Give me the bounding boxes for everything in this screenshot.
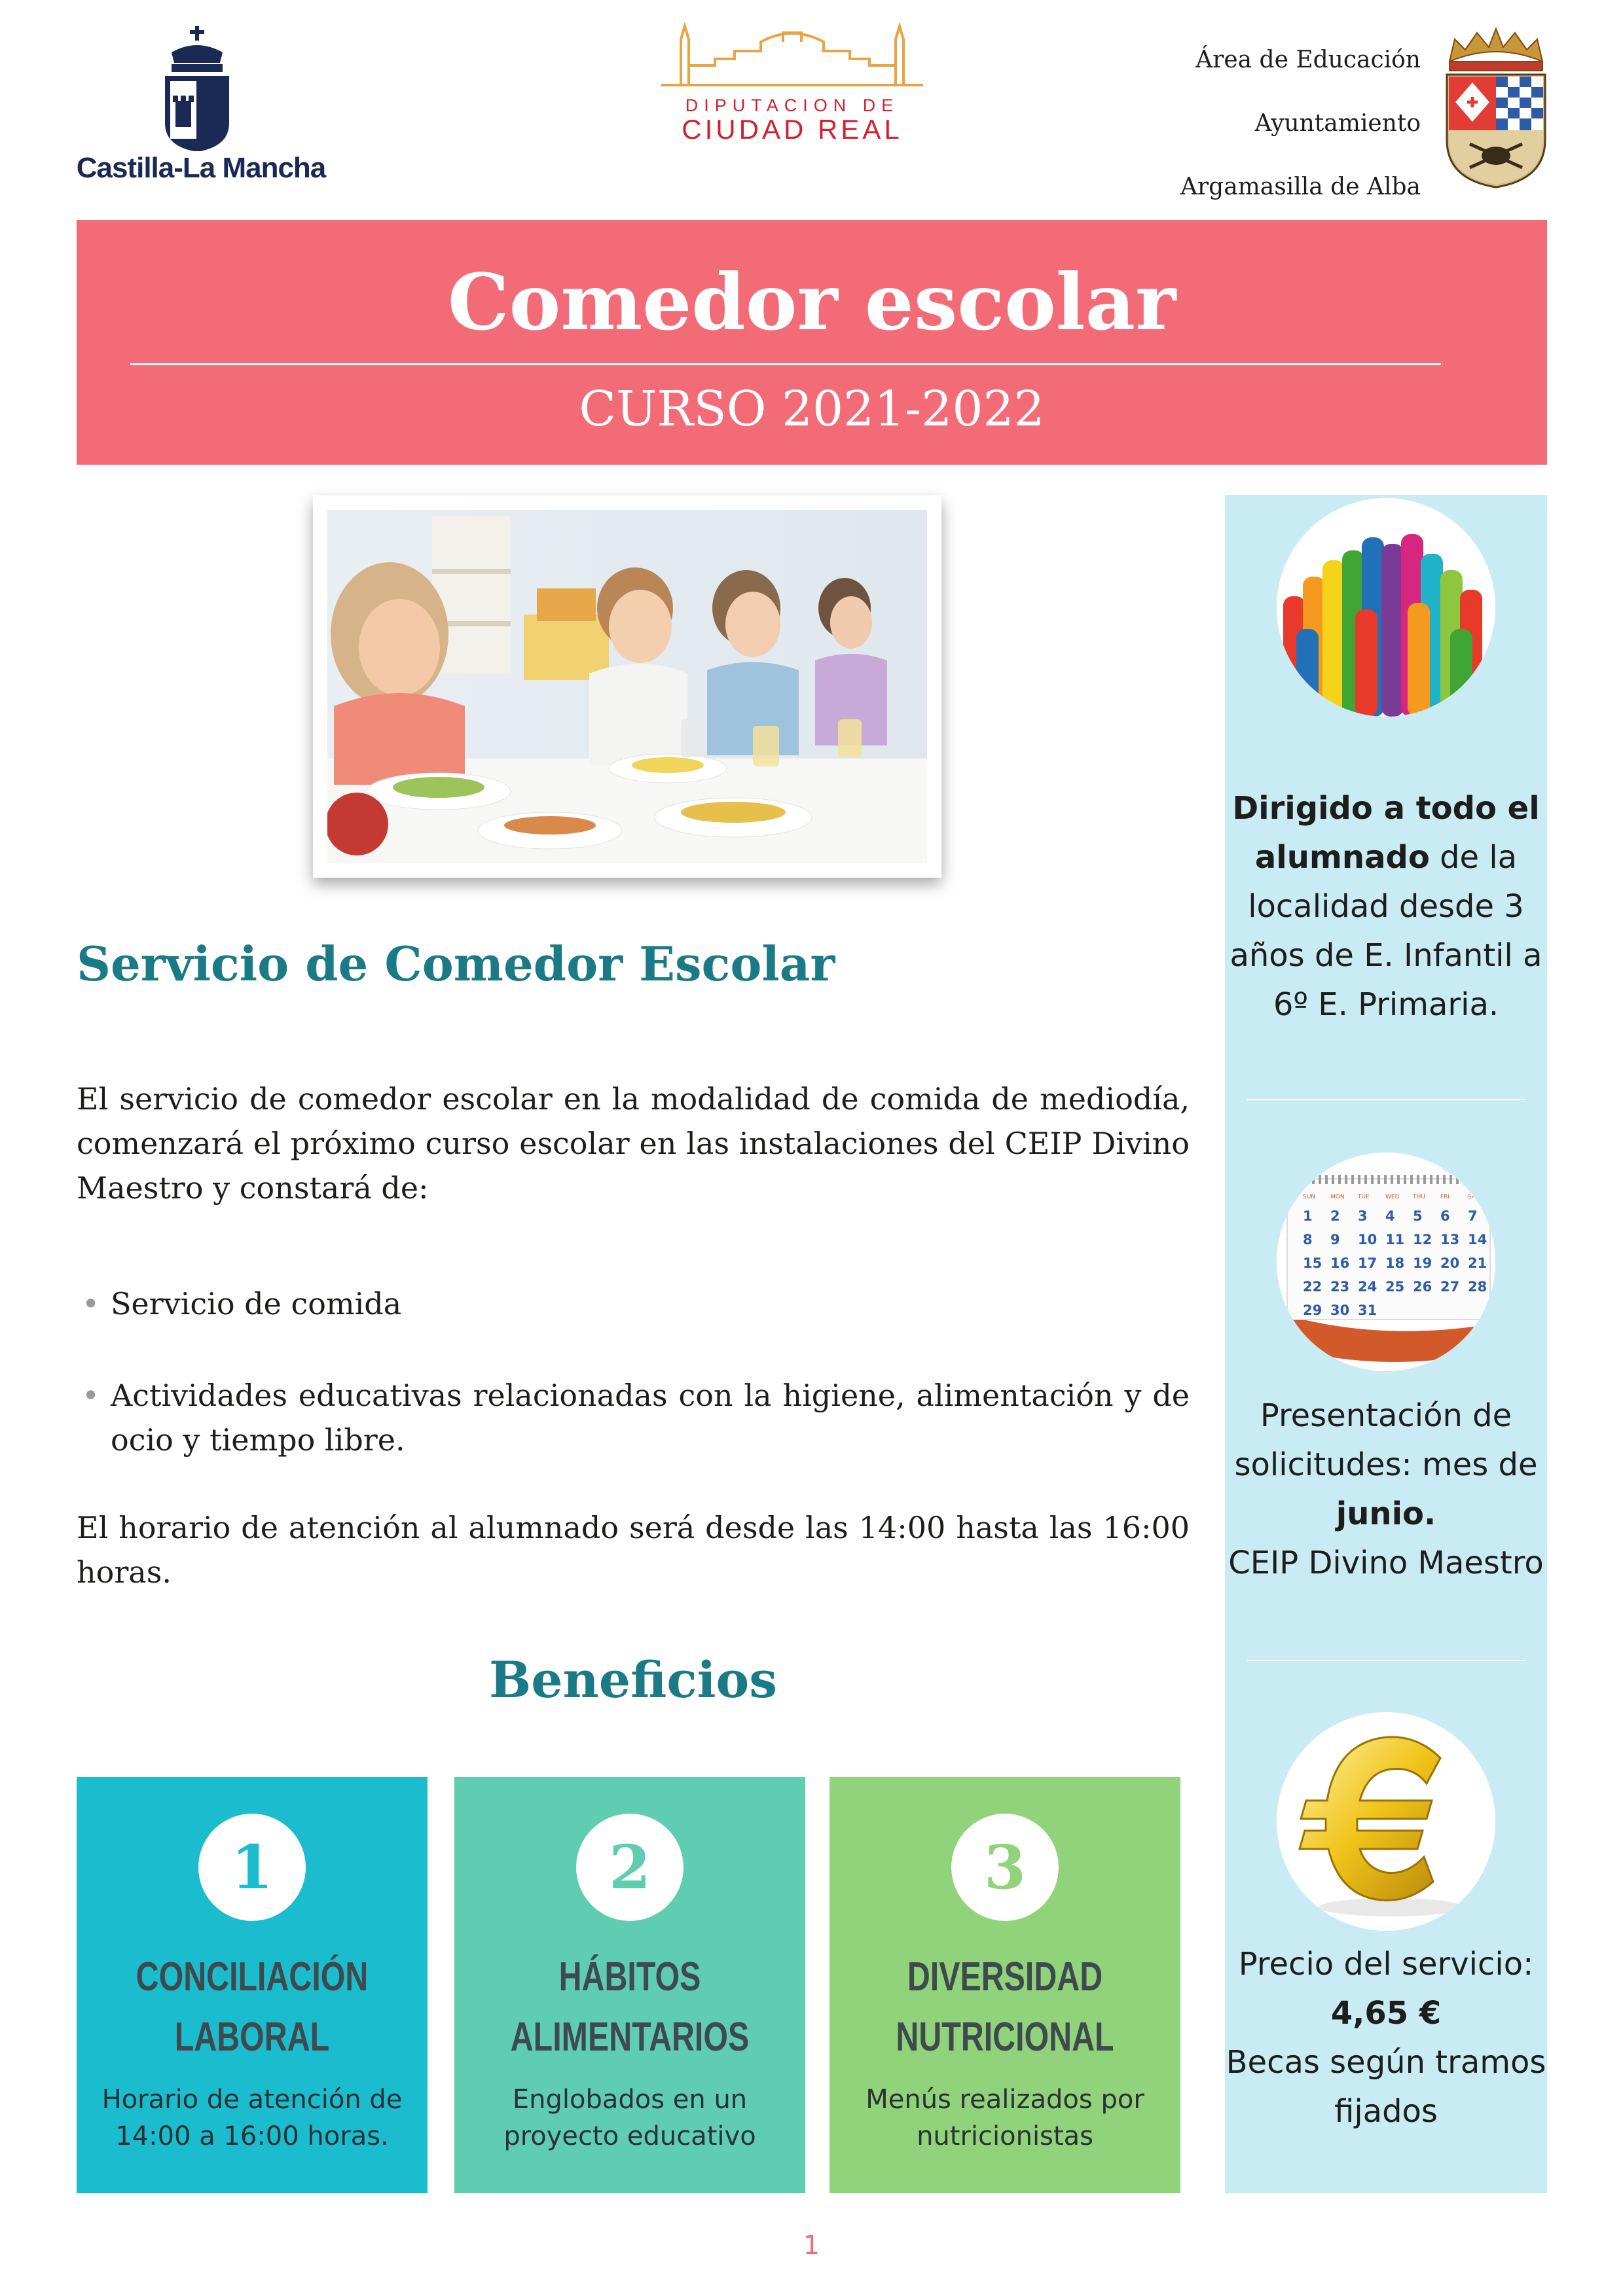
org-line-area: Área de Educación — [1195, 46, 1421, 73]
calendar-ring — [1299, 1175, 1302, 1184]
title-banner — [77, 220, 1547, 465]
benefit-card-diversidad — [830, 1777, 1180, 2193]
calendar-ring — [1325, 1175, 1328, 1184]
org-line-ayuntamiento: Ayuntamiento — [1254, 110, 1421, 137]
logo-line1: DIPUTACION DE — [685, 96, 900, 115]
calendar-ring — [1410, 1175, 1413, 1184]
logo-line2: CIUDAD REAL — [682, 114, 903, 145]
calendar-day: 30 — [1330, 1302, 1350, 1318]
organization-lines — [1021, 47, 1421, 238]
calendar-day: 12 — [1413, 1232, 1432, 1247]
calendar-ring — [1476, 1175, 1478, 1184]
calendar-ring — [1450, 1175, 1452, 1184]
benefit-title-line2: ALIMENTARIOS — [510, 2015, 750, 2060]
application-text — [1225, 1391, 1547, 1588]
list-item — [77, 1373, 1190, 1462]
application-month: junio. — [1336, 1496, 1436, 1532]
audience-rest: de la localidad desde 3 años de E. Infantil a 6º E. Primaria. — [1230, 839, 1542, 1023]
calendar-ring — [1332, 1175, 1334, 1184]
calendar-ring — [1319, 1175, 1321, 1184]
benefit-title-line2: NUTRICIONAL — [896, 2015, 1114, 2060]
children-at-table-image — [327, 510, 927, 863]
calendar-weekday: SUN — [1303, 1194, 1316, 1200]
calendar-ring — [1345, 1175, 1347, 1184]
calendar-day: 24 — [1358, 1279, 1377, 1295]
castilla-la-mancha-logo — [73, 24, 329, 187]
children-eating-photo — [313, 495, 941, 878]
section-title: Servicio de Comedor Escolar — [77, 936, 835, 992]
org-line-town: Argamasilla de Alba — [1180, 173, 1421, 200]
calendar-weekday: TUE — [1358, 1194, 1370, 1200]
sidebar-divider — [1247, 1660, 1525, 1661]
page-title: Comedor escolar — [447, 257, 1176, 348]
calendar-day: 27 — [1440, 1279, 1460, 1295]
calendar-day: 6 — [1440, 1208, 1450, 1224]
benefit-number: 1 — [198, 1814, 306, 1921]
calendar-ring — [1384, 1175, 1387, 1184]
calendar-ring — [1417, 1175, 1419, 1184]
calendar-ring — [1482, 1175, 1485, 1184]
benefit-title-line1: CONCILIACIÓN — [136, 1954, 369, 2000]
calendar-day: 14 — [1468, 1232, 1487, 1247]
calendar-ring — [1377, 1175, 1380, 1184]
benefit-title-line1: DIVERSIDAD — [907, 1954, 1103, 2000]
services-list — [77, 1282, 1190, 1509]
calendar-ring — [1371, 1175, 1374, 1184]
calendar-day: 20 — [1440, 1255, 1460, 1271]
page-subtitle: CURSO 2021-2022 — [579, 381, 1045, 437]
benefit-title — [115, 1947, 389, 2068]
benefits-title: Beneficios — [488, 1651, 778, 1709]
calendar-image — [1277, 1153, 1495, 1371]
calendar-day: 31 — [1358, 1302, 1377, 1318]
calendar-day: 13 — [1440, 1232, 1460, 1247]
application-pre: Presentación de solicitudes: mes de — [1234, 1397, 1538, 1483]
list-item — [77, 1282, 1190, 1326]
calendar-ring — [1436, 1175, 1439, 1184]
euro-symbol-icon — [1277, 1712, 1495, 1931]
raised-hands-icon — [1277, 498, 1495, 717]
benefit-description: Horario de atención de 14:00 a 16:00 horas. — [101, 2085, 403, 2151]
calendar-day: 5 — [1413, 1208, 1423, 1224]
euro-image — [1277, 1712, 1495, 1931]
list-item-text: Actividades educativas relacionadas con la higiene, alimentación y de ocio y tiempo libre. — [111, 1378, 1190, 1458]
calendar-ring — [1338, 1175, 1341, 1184]
sidebar-divider — [1247, 1099, 1525, 1100]
application-location: CEIP Divino Maestro — [1228, 1545, 1544, 1581]
title-divider — [130, 363, 1441, 365]
calendar-ring — [1391, 1175, 1393, 1184]
calendar-ring — [1351, 1175, 1354, 1184]
price-amount: 4,65 € — [1330, 1995, 1442, 2032]
calendar-ring — [1292, 1175, 1295, 1184]
calendar-day: 21 — [1468, 1255, 1487, 1271]
price-text — [1225, 1940, 1547, 2136]
calendar-ring — [1364, 1175, 1367, 1184]
schedule-paragraph: El horario de atención al alumnado será desde las 14:00 hasta las 16:00 horas. — [77, 1510, 1190, 1590]
benefit-title-line1: HÁBITOS — [558, 1954, 701, 2000]
calendar-ring — [1469, 1175, 1472, 1184]
audience-text — [1225, 784, 1547, 1030]
calendar-ring — [1305, 1175, 1308, 1184]
castilla-la-mancha-emblem-icon — [73, 24, 329, 151]
calendar-day: 22 — [1303, 1279, 1322, 1295]
audience-bold: Dirigido a todo el alumnado — [1232, 790, 1540, 876]
price-grants: Becas según tramos fijados — [1226, 2044, 1546, 2130]
argamasilla-crest — [1440, 20, 1552, 190]
calendar-ring — [1456, 1175, 1459, 1184]
calendar-day: 2 — [1330, 1208, 1340, 1224]
list-item-text: Servicio de comida — [111, 1286, 402, 1321]
building-outline-icon — [655, 20, 930, 93]
calendar-weekday: SAT — [1468, 1194, 1479, 1200]
calendar-weekday: WED — [1385, 1194, 1400, 1200]
page-number: 1 — [803, 2231, 820, 2261]
calendar-day: 19 — [1413, 1255, 1432, 1271]
calendar-day: 9 — [1330, 1232, 1340, 1247]
benefit-card-conciliacion — [77, 1777, 428, 2193]
bullet-icon: • — [82, 1378, 100, 1413]
calendar-day: 26 — [1413, 1279, 1432, 1295]
calendar-day: 8 — [1303, 1232, 1313, 1247]
benefit-description: Englobados en un proyecto educativo — [503, 2085, 756, 2151]
calendar-ring — [1397, 1175, 1400, 1184]
info-sidebar — [1225, 495, 1547, 2193]
calendar-ring — [1404, 1175, 1406, 1184]
calendar-day: 1 — [1303, 1208, 1313, 1224]
calendar-weekday: THU — [1413, 1194, 1425, 1200]
calendar-ring — [1423, 1175, 1426, 1184]
benefit-card-habitos — [454, 1777, 805, 2193]
benefit-number: 3 — [951, 1814, 1059, 1921]
benefit-title — [868, 1947, 1142, 2068]
calendar-day: 10 — [1358, 1232, 1377, 1247]
calendar-ring — [1463, 1175, 1465, 1184]
diputacion-ciudad-real-logo — [655, 20, 930, 151]
calendar-weekday: MON — [1330, 1194, 1345, 1200]
benefit-title — [493, 1947, 767, 2068]
calendar-day: 25 — [1385, 1279, 1405, 1295]
benefit-number: 2 — [576, 1814, 684, 1921]
price-pre: Precio del servicio: — [1238, 1946, 1534, 1982]
calendar-day: 7 — [1468, 1208, 1478, 1224]
bullet-icon: • — [82, 1286, 100, 1321]
benefit-title-line2: LABORAL — [174, 2015, 330, 2060]
calendar-weekday: FRI — [1440, 1194, 1450, 1200]
calendar-ring — [1443, 1175, 1446, 1184]
calendar-icon — [1277, 1153, 1495, 1371]
calendar-day: 15 — [1303, 1255, 1322, 1271]
calendar-day: 11 — [1385, 1232, 1405, 1247]
calendar-day: 18 — [1385, 1255, 1405, 1271]
benefit-description: Menús realizados por nutricionistas — [866, 2085, 1144, 2151]
calendar-day: 17 — [1358, 1255, 1377, 1271]
coat-of-arms-icon — [1440, 20, 1552, 190]
calendar-day: 23 — [1330, 1279, 1350, 1295]
calendar-day: 3 — [1358, 1208, 1368, 1224]
calendar-day: 16 — [1330, 1255, 1350, 1271]
raised-hands-image — [1277, 498, 1495, 717]
calendar-ring — [1312, 1175, 1315, 1184]
calendar-day: 29 — [1303, 1302, 1322, 1318]
intro-paragraph: El servicio de comedor escolar en la modalidad de comida de mediodía, comenzará el próximo curso escolar en las instalaciones del CEIP Divino Maestro y constará de: — [77, 1081, 1190, 1206]
calendar-day: 4 — [1385, 1208, 1395, 1224]
logo-text: Castilla-La Mancha — [76, 152, 326, 184]
calendar-ring — [1358, 1175, 1360, 1184]
calendar-day: 28 — [1468, 1279, 1487, 1295]
calendar-ring — [1430, 1175, 1432, 1184]
